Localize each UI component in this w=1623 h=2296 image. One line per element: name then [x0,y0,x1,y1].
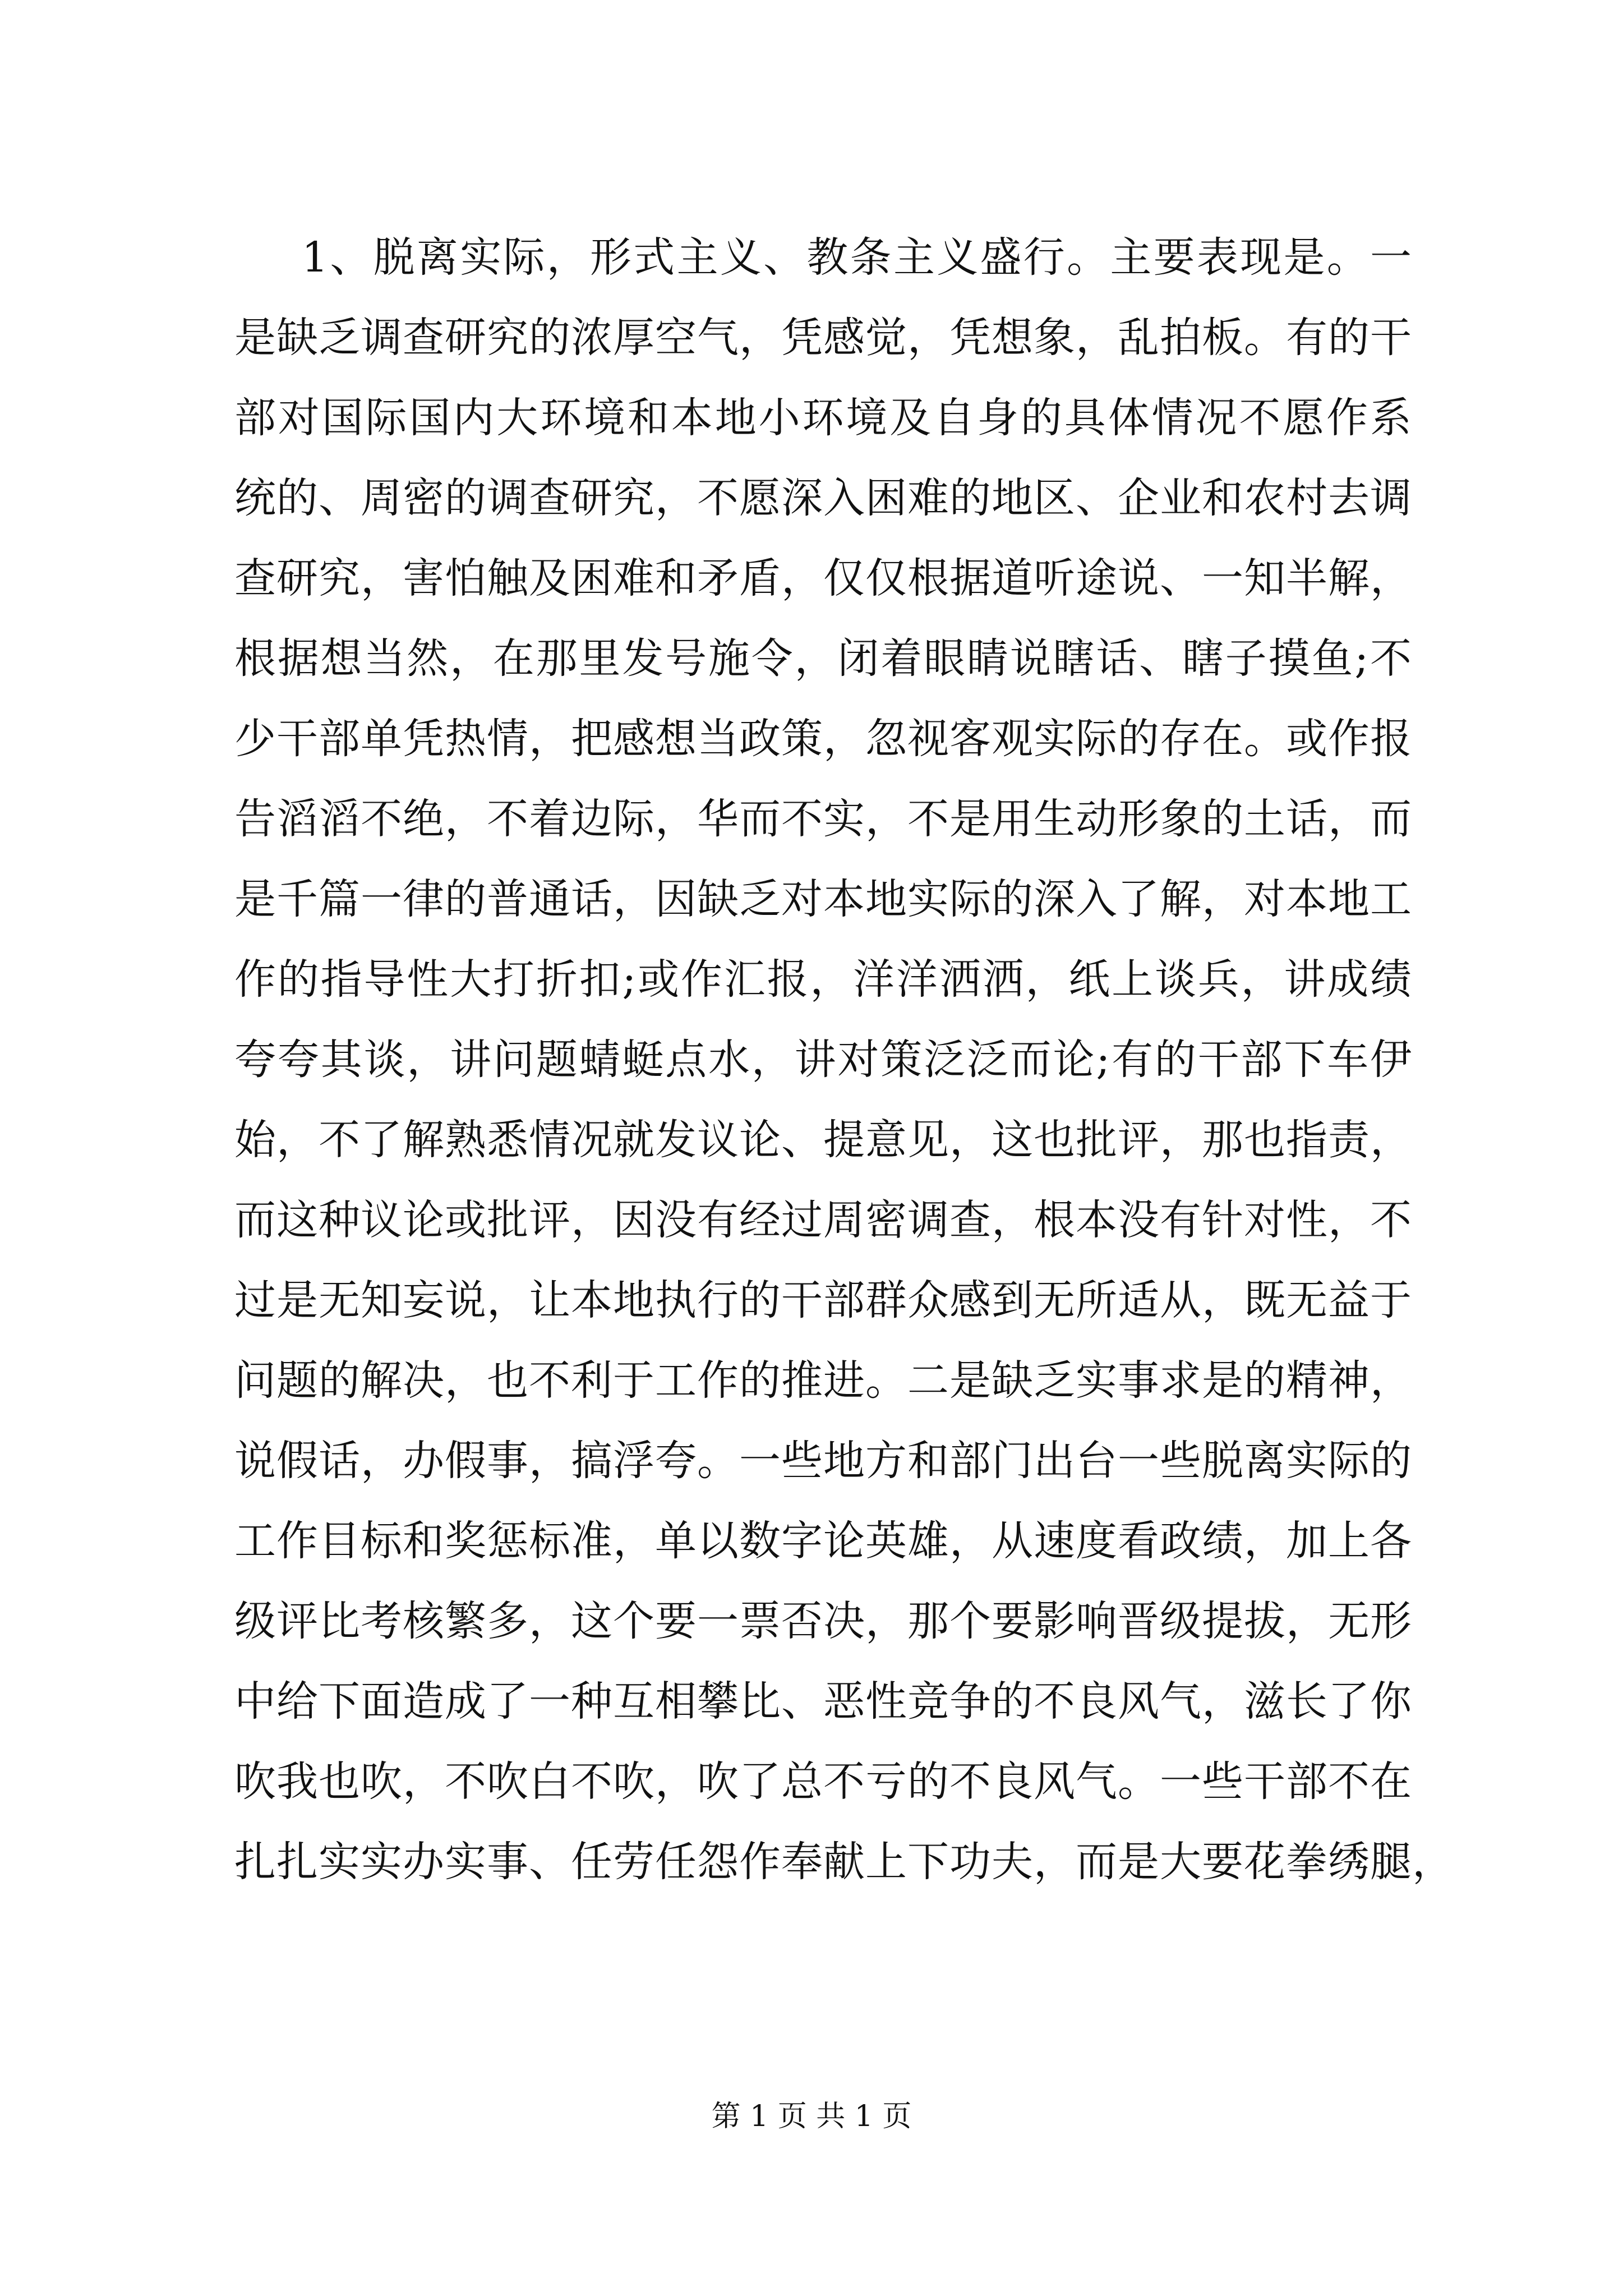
text-line: 告滔滔不绝，不着边际，华而不实，不是用生动形象的土话，而 [234,795,1412,843]
text-line: 查研究，害怕触及困难和矛盾，仅仅根据道听途说、一知半解， [234,554,1412,602]
text-line: 级评比考核繁多，这个要一票否决，那个要影响晋级提拔，无形 [234,1597,1412,1645]
text-line: 过是无知妄说，让本地执行的干部群众感到无所适从，既无益于 [234,1276,1412,1324]
page-number-footer: 第 1 页 共 1 页 [711,2100,912,2133]
text-line: 夸夸其谈，讲问题蜻蜓点水，讲对策泛泛而论;有的干部下车伊 [234,1036,1412,1084]
text-line: 说假话，办假事，搞浮夸。一些地方和部门出台一些脱离实际的 [234,1437,1412,1485]
text-line: 少干部单凭热情，把感想当政策，忽视客观实际的存在。或作报 [234,715,1412,763]
text-line: 1、脱离实际，形式主义、教条主义盛行。主要表现是。一 [302,233,1412,282]
text-line: 始，不了解熟悉情况就发议论、提意见，这也批评，那也指责， [234,1116,1412,1164]
text-line: 统的、周密的调查研究，不愿深入困难的地区、企业和农村去调 [234,474,1412,522]
text-line: 而这种议论或批评，因没有经过周密调查，根本没有针对性，不 [234,1196,1412,1244]
text-line: 根据想当然，在那里发号施令，闭着眼睛说瞎话、瞎子摸鱼;不 [234,634,1412,683]
text-line: 中给下面造成了一种互相攀比、恶性竞争的不良风气，滋长了你 [234,1677,1412,1726]
text-line: 问题的解决，也不利于工作的推进。二是缺乏实事求是的精神， [234,1356,1412,1405]
text-line: 吹我也吹，不吹白不吹，吹了总不亏的不良风气。一些干部不在 [234,1757,1412,1806]
text-line: 扎扎实实办实事、任劳任怨作奉献上下功夫，而是大要花拳绣腿， [234,1838,1454,1886]
text-line: 工作目标和奖惩标准，单以数字论英雄，从速度看政绩，加上各 [234,1517,1412,1565]
text-line: 是千篇一律的普通话，因缺乏对本地实际的深入了解，对本地工 [234,875,1412,923]
body-paragraph [234,218,1454,1902]
text-line: 作的指导性大打折扣;或作汇报，洋洋洒洒，纸上谈兵，讲成绩 [234,955,1412,1004]
text-line: 是缺乏调查研究的浓厚空气，凭感觉，凭想象，乱拍板。有的干 [234,314,1412,362]
text-line: 部对国际国内大环境和本地小环境及自身的具体情况不愿作系 [234,394,1412,442]
